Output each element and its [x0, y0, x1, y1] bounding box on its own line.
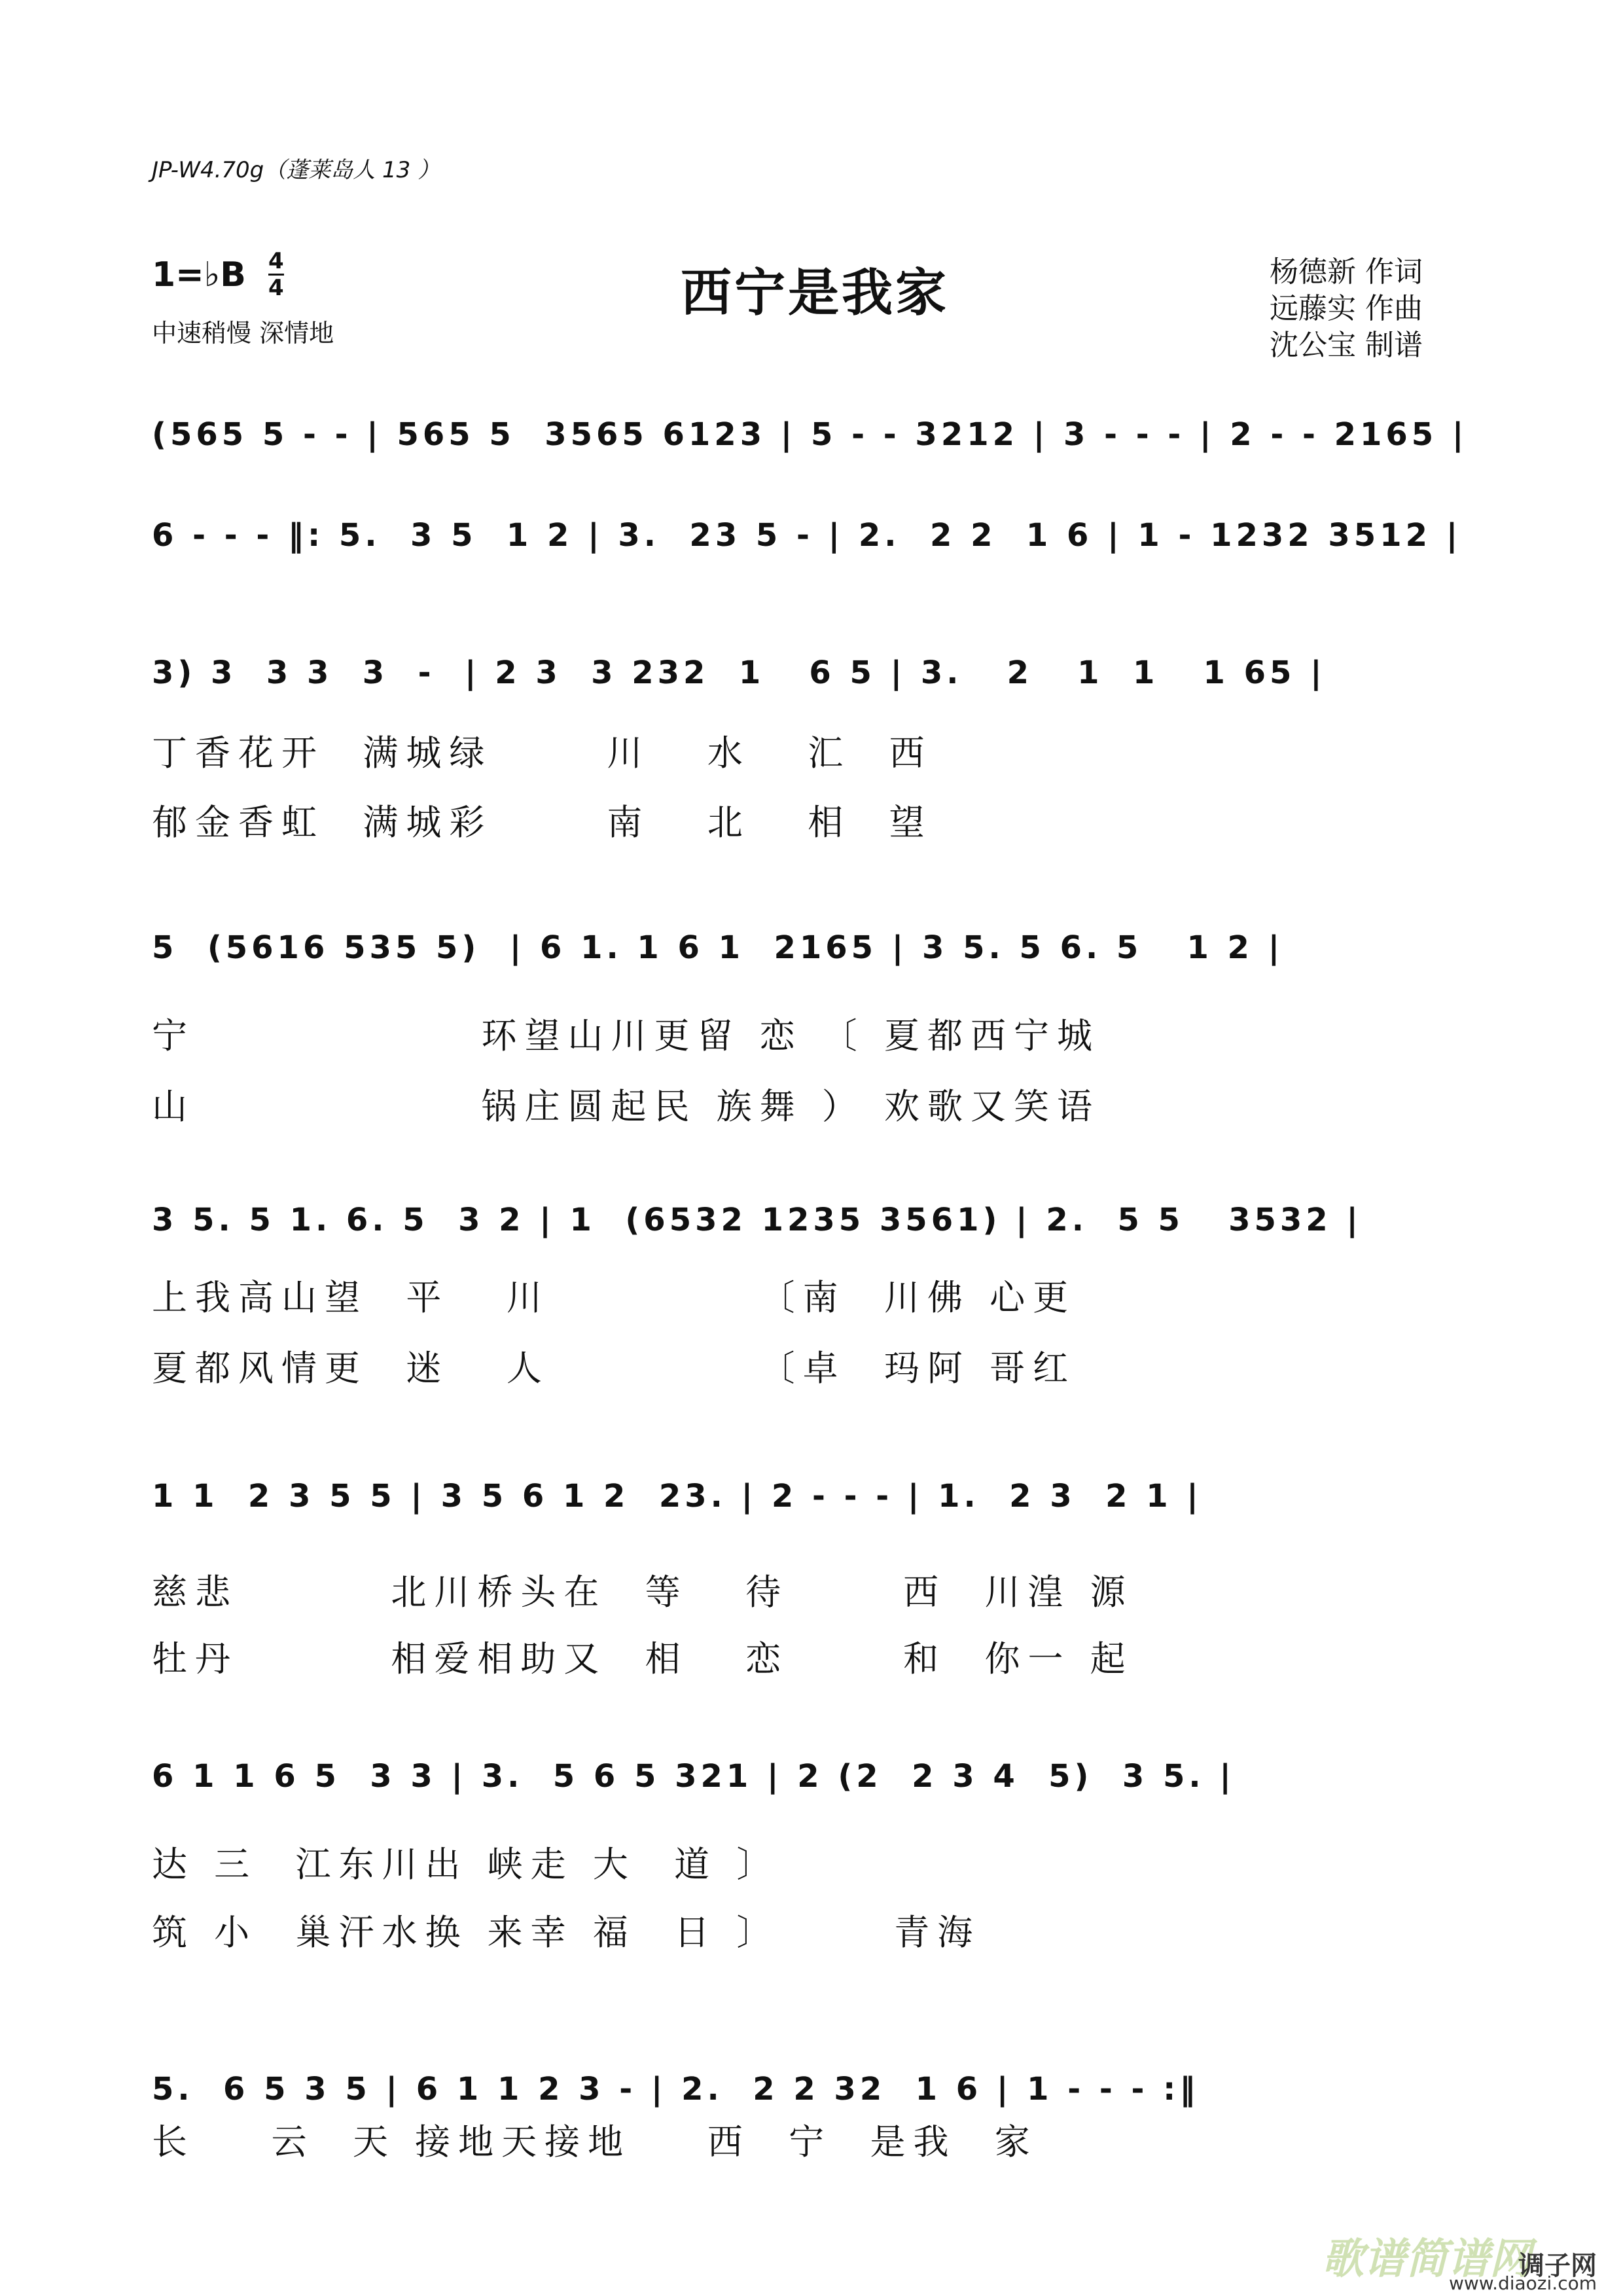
watermark-logo: 歌谱简谱网 — [1322, 2235, 1531, 2284]
lyric-line-4-verse-1: 宁 环望山川更留 恋 〔 夏都西宁城 — [152, 1015, 1100, 1056]
credits — [1270, 254, 1423, 364]
notation-line-8: 5. 6 5 3 5 | 6 1 1 2 3 - | 2. 2 2 32 1 6 | 1 - - - :‖ — [152, 2071, 1200, 2108]
credit-lyricist: 杨德新 作词 — [1270, 255, 1423, 289]
source-label: JP-W4.70g（蓬莱岛人 13 ） — [152, 157, 440, 183]
notation-line-7: 6 1 1 6 5 3 3 | 3. 5 6 5 321 | 2 (2 2 3 4 5) 3 5. | — [152, 1758, 1235, 1795]
lyric-line-6-verse-1: 慈悲 北川桥头在 等 待 西 川湟 源 — [152, 1571, 1133, 1613]
credit-composer: 远藤实 作曲 — [1270, 292, 1423, 325]
lyric-line-3-verse-2: 郁金香虹 满城彩 南 北 相 望 — [152, 802, 933, 843]
notation-line-4: 5 (5616 535 5) | 6 1. 1 6 1 2165 | 3 5. 5 6. 5 1 2 | — [152, 929, 1284, 966]
lyric-line-5-verse-1: 上我高山望 平 川 〔南 川佛 心更 — [152, 1277, 1077, 1318]
lyric-line-5-verse-2: 夏都风情更 迷 人 〔卓 玛阿 哥红 — [152, 1348, 1077, 1389]
notation-line-6: 1 1 2 3 5 5 | 3 5 6 1 2 23. | 2 - - - | 1. 2 3 2 1 | — [152, 1478, 1202, 1515]
lyric-line-8-verse-1: 长 云 天 接地天接地 西 宁 是我 家 — [152, 2121, 1038, 2162]
time-signature — [268, 249, 284, 300]
lyric-line-7-verse-1: 达 三 江东川出 峡走 大 道 〕 — [152, 1844, 780, 1885]
key-signature: 1=♭B — [152, 255, 246, 295]
lyric-line-7-verse-2: 筑 小 巢汗水换 来幸 福 日 〕 青海 — [152, 1912, 981, 1953]
time-signature-bottom: 4 — [268, 275, 284, 301]
notation-line-3: 3) 3 3 3 3 - | 2 3 3 232 1 6 5 | 3. 2 1 1 1 65 | — [152, 655, 1326, 691]
watermark-site-name: 调子网 — [1518, 2251, 1597, 2281]
tempo-marking: 中速稍慢 深情地 — [152, 319, 334, 348]
song-title: 西宁是我家 — [681, 264, 950, 323]
lyric-line-6-verse-2: 牡丹 相爱相助又 相 恋 和 你一 起 — [152, 1638, 1133, 1679]
lyric-line-3-verse-1: 丁香花开 满城绿 川 水 汇 西 — [152, 732, 933, 774]
watermark-site-url: www.diaozi.com — [1448, 2272, 1597, 2294]
lyric-line-4-verse-2: 山 锅庄圆起民 族舞 ） 欢歌又笑语 — [152, 1086, 1100, 1127]
credit-arranger: 沈公宝 制谱 — [1270, 329, 1423, 362]
notation-line-2: 6 - - - ‖: 5. 3 5 1 2 | 3. 23 5 - | 2. 2 2 1 6 | 1 - 1232 3512 | — [152, 517, 1462, 554]
time-signature-top: 4 — [268, 248, 284, 274]
notation-line-5: 3 5. 5 1. 6. 5 3 2 | 1 (6532 1235 3561) | 2. 5 5 3532 | — [152, 1202, 1362, 1238]
notation-line-1: (565 5 - - | 565 5 3565 6123 | 5 - - 3212 | 3 - - - | 2 - - 2165 | — [152, 416, 1468, 453]
